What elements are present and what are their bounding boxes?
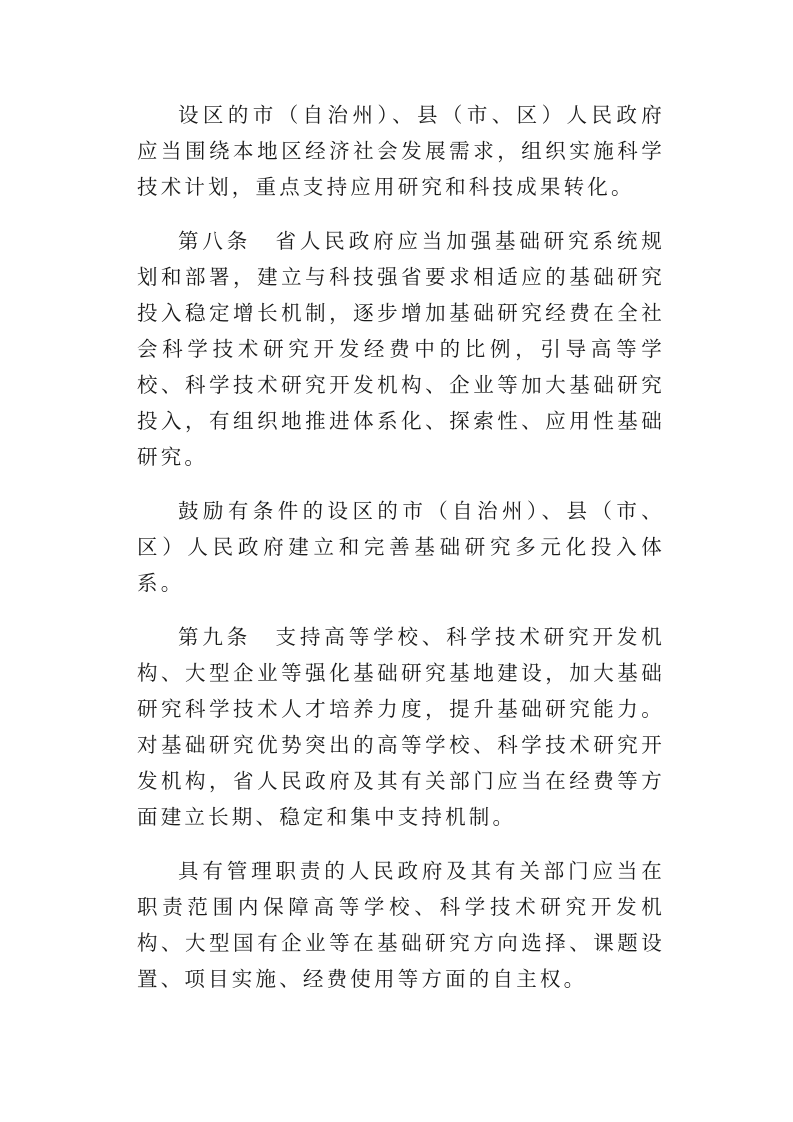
paragraph-autonomy: 具有管理职责的人民政府及其有关部门应当在职责范围内保障高等学校、科学技术研究开发机构、大型国有企业等在基础研究方向选择、课题设置、项目实施、经费使用等方面的自主权。 [137,859,665,991]
paragraph-municipal-support: 设区的市（自治州）、县（市、区）人民政府应当围绕本地区经济社会发展需求，组织实施科学技术计划，重点支持应用研究和科技成果转化。 [137,103,665,199]
paragraph-encourage-investment: 鼓励有条件的设区的市（自治州）、县（市、区）人民政府建立和完善基础研究多元化投入体系。 [137,499,665,595]
paragraph-article-9: 第九条 支持高等学校、科学技术研究开发机构、大型企业等强化基础研究基地建设，加大基础研究科学技术人才培养力度，提升基础研究能力。对基础研究优势突出的高等学校、科学技术研究开发机构，省人民政府及其有关部门应当在经费等方面建立长期、稳定和集中支持机制。 [137,625,665,829]
document-body [137,97,665,1015]
paragraph-article-8: 第八条 省人民政府应当加强基础研究系统规划和部署，建立与科技强省要求相适应的基础研究投入稳定增长机制，逐步增加基础研究经费在全社会科学技术研究开发经费中的比例，引导高等学校、科学技术研究开发机构、企业等加大基础研究投入，有组织地推进体系化、探索性、应用性基础研究。 [137,229,665,469]
